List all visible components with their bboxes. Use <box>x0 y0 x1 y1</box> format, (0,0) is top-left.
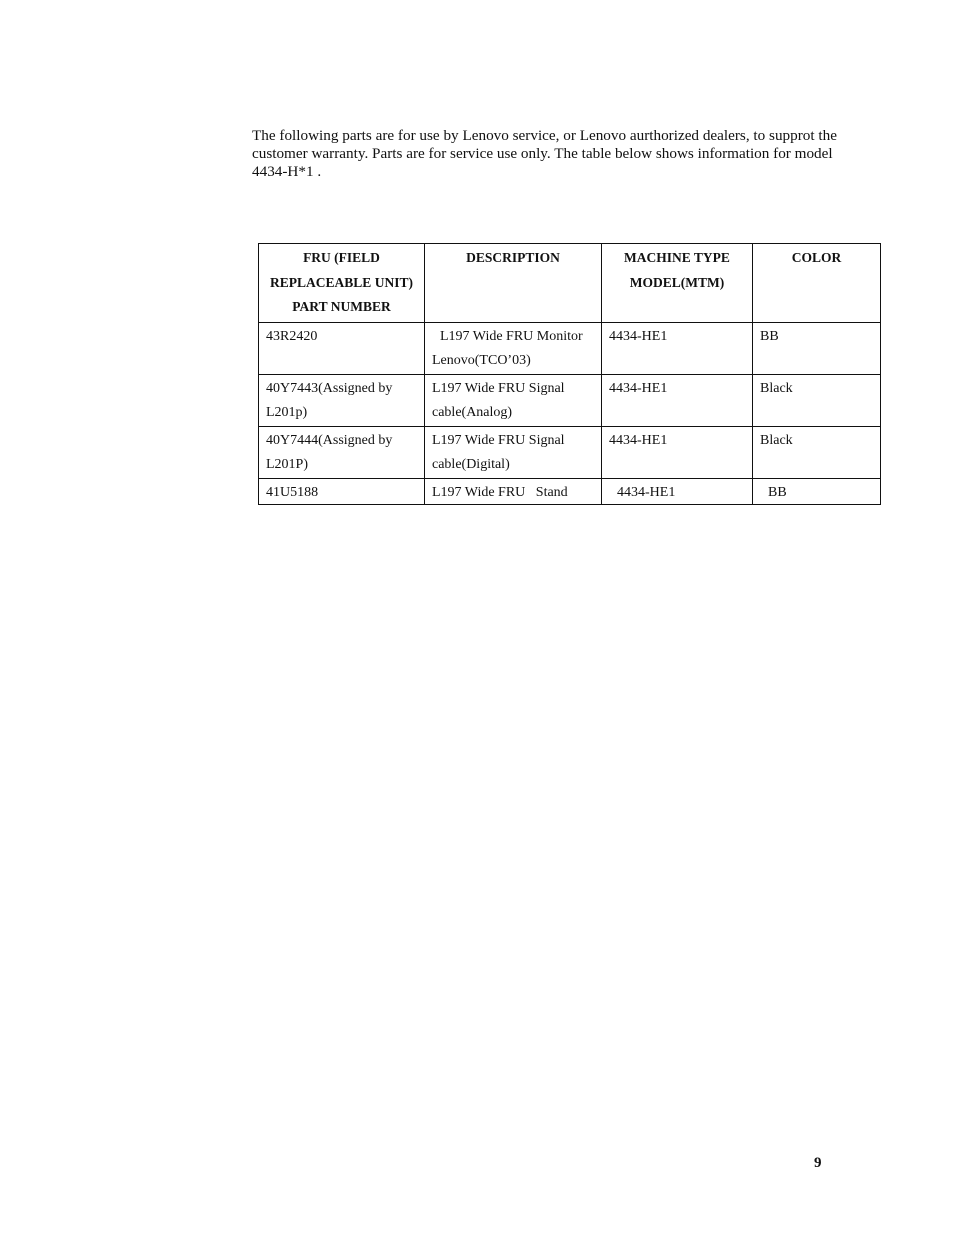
cell-mtm: 4434-HE1 <box>602 322 753 374</box>
header-fru-line3: PART NUMBER <box>292 299 391 314</box>
cell-color: BB <box>753 478 881 504</box>
cell-color: Black <box>753 374 881 426</box>
page-number: 9 <box>814 1155 822 1171</box>
cell-color: BB <box>753 322 881 374</box>
header-fru-part-number <box>259 244 425 323</box>
header-description: DESCRIPTION <box>425 244 602 323</box>
fru-parts-table <box>258 243 881 505</box>
cell-description: L197 Wide FRU Signal cable(Analog) <box>425 374 602 426</box>
table-header-row <box>259 244 881 323</box>
table-row <box>259 322 881 374</box>
cell-part-number: 40Y7443(Assigned by L201p) <box>259 374 425 426</box>
cell-part-number: 41U5188 <box>259 478 425 504</box>
header-mtm-line1: MACHINE TYPE <box>624 250 730 265</box>
table-row <box>259 426 881 478</box>
table-row <box>259 374 881 426</box>
cell-part-number: 43R2420 <box>259 322 425 374</box>
header-machine-type-model <box>602 244 753 323</box>
cell-mtm: 4434-HE1 <box>602 426 753 478</box>
table-row <box>259 478 881 504</box>
header-fru-line1: FRU (FIELD <box>303 250 380 265</box>
cell-mtm: 4434-HE1 <box>602 478 753 504</box>
cell-description: L197 Wide FRU Stand <box>425 478 602 504</box>
cell-part-number: 40Y7444(Assigned by L201P) <box>259 426 425 478</box>
intro-paragraph: The following parts are for use by Lenovo service, or Lenovo aurthorized dealers, to supprot the customer warranty. Parts are for service use only. The table below shows information for model 4434-H*1 . <box>252 127 837 180</box>
cell-mtm: 4434-HE1 <box>602 374 753 426</box>
cell-description <box>425 322 602 374</box>
cell-description: L197 Wide FRU Signal cable(Digital) <box>425 426 602 478</box>
header-fru-line2: REPLACEABLE UNIT) <box>270 274 413 290</box>
header-color: COLOR <box>753 244 881 323</box>
cell-color: Black <box>753 426 881 478</box>
cell-description-text: L197 Wide FRU Monitor Lenovo(TCO’03) <box>432 328 583 368</box>
header-mtm-line2: MODEL(MTM) <box>629 274 725 290</box>
